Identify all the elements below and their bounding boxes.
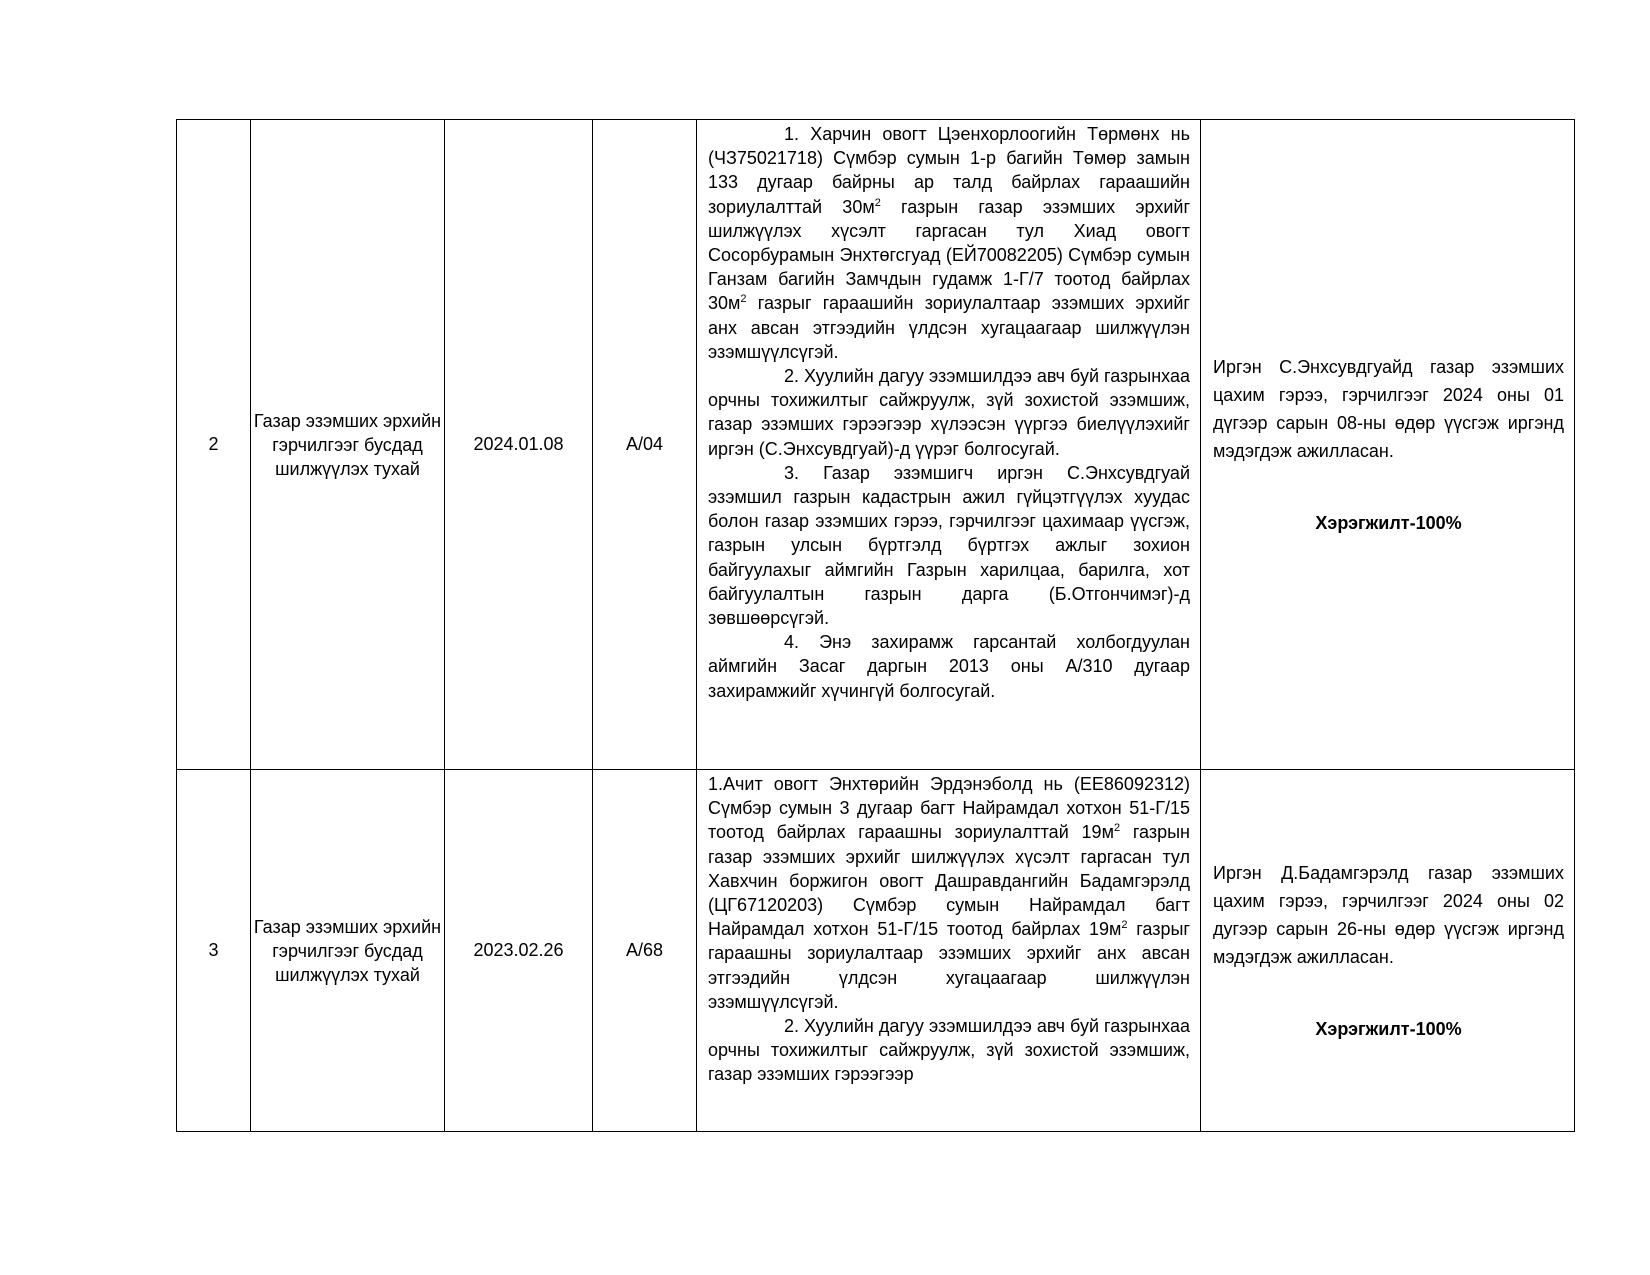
content-item: 1.Ачит овогт Энхтөрийн Эрдэнэболд нь (ЕЕ86092312) Сүмбэр сумын 3 дугаар багт Найрамдал хотхон 51-Г/15 тоотод байрлах гараашны зориулалттай $19м^2$ газрын газар эзэмших эрхийг шилжүүлэх хүсэлт гаргасан тул Хавхчин боржигон овогт Дашравдангийн Бадамгэрэлд (ЦГ67120203) Сүмбэр сумын Найрамдал багт Найрамдал хотхон 51-Г/15 тоотод байрлах $19м^2$ газрыг гараашны зориулалтаар эзэмших эрхийг анх авсан этгээдийн үлдсэн хугацаагаар шилжүүлэн эзэмшүүлсүгэй. — [708, 774, 1190, 1012]
decision-content — [697, 770, 1201, 1132]
content-item: 3. Газар эзэмшигч иргэн С.Энхсувдгуай эзэмшил газрын кадастрын ажил гүйцэтгүүлэх хуудас болон газар эзэмших гэрээ, гэрчилгээг цахимаар үүсгэж, газрын улсын бүртгэлд бүртгэх ажлыг зохион байгуулахыг аймгийн Газрын харилцаа, барилга, хот байгуулалтын газрын дарга (Б.Отгончимэг)-д зөвшөөрсүгэй. — [708, 462, 1190, 629]
decision-date: 2024.01.08 — [445, 120, 593, 770]
decision-number: А/04 — [593, 120, 697, 770]
decision-number: А/68 — [593, 770, 697, 1132]
content-item: 4. Энэ захирамж гарсантай холбогдуулан аймгийн Засаг даргын 2013 оны А/310 дугаар захирамжийг хүчингүй болгосугай. — [708, 632, 1190, 701]
table-row — [177, 120, 1575, 770]
decisions-table — [176, 119, 1575, 1132]
performance-label: Хэрэгжилт-100% — [1315, 512, 1462, 533]
decision-content — [697, 120, 1201, 770]
decision-title: Газар эзэмших эрхийн гэрчилгээг бусдад шилжүүлэх тухай — [251, 770, 445, 1132]
decision-title: Газар эзэмших эрхийн гэрчилгээг бусдад шилжүүлэх тухай — [251, 120, 445, 770]
result-text: Иргэн Д.Бадамгэрэлд газар эзэмших цахим гэрээ, гэрчилгээг 2024 оны 02 дугээр сарын 26-ны өдөр үүсгэж иргэнд мэдэгдэж ажилласан. — [1213, 862, 1564, 967]
content-item: 2. Хуулийн дагуу эзэмшилдээ авч буй газрынхаа орчны тохижилтыг сайжруулж, зүй зохистой эзэмшиж, газар эзэмших гэрээгээр хүлээсэн үүргээ биелүүлэхийг иргэн (С.Энхсувдгуай)-д үүрэг болгосугай. — [708, 366, 1190, 459]
implementation-result — [1201, 120, 1575, 770]
performance-label: Хэрэгжилт-100% — [1315, 1018, 1462, 1039]
result-text: Иргэн С.Энхсувдгуайд газар эзэмших цахим гэрээ, гэрчилгээг 2024 оны 01 дүгээр сарын 08-ны өдөр үүсгэж иргэнд мэдэгдэж ажилласан. — [1213, 356, 1564, 461]
decision-date: 2023.02.26 — [445, 770, 593, 1132]
table-row — [177, 770, 1575, 1132]
row-number: 2 — [177, 120, 251, 770]
row-number: 3 — [177, 770, 251, 1132]
content-item: 1. Харчин овогт Цэенхорлоогийн Төрмөнх нь (ЧЗ75021718) Сүмбэр сумын 1-р багийн Төмөр замын 133 дугаар байрны ар талд байрлах гараашийн зориулалттай $30м^2$ газрын газар эзэмших эрхийг шилжүүлэх хүсэлт гаргасан тул Хиад овогт Сосорбурамын Энхтөгсгуад (ЕЙ70082205) Сүмбэр сумын Ганзам багийн Замчдын гудамж 1-Г/7 тоотод байрлах $30м^2$ газрыг гараашийн зориулалтаар эзэмших эрхийг анх авсан этгээдийн үлдсэн хугацаагаар шилжүүлэн эзэмшүүлсүгэй. — [708, 124, 1191, 362]
implementation-result — [1201, 770, 1575, 1132]
content-item: 2. Хуулийн дагуу эзэмшилдээ авч буй газрынхаа орчны тохижилтыг сайжруулж, зүй зохистой эзэмшиж, газар эзэмших гэрээгээр — [708, 1016, 1190, 1085]
